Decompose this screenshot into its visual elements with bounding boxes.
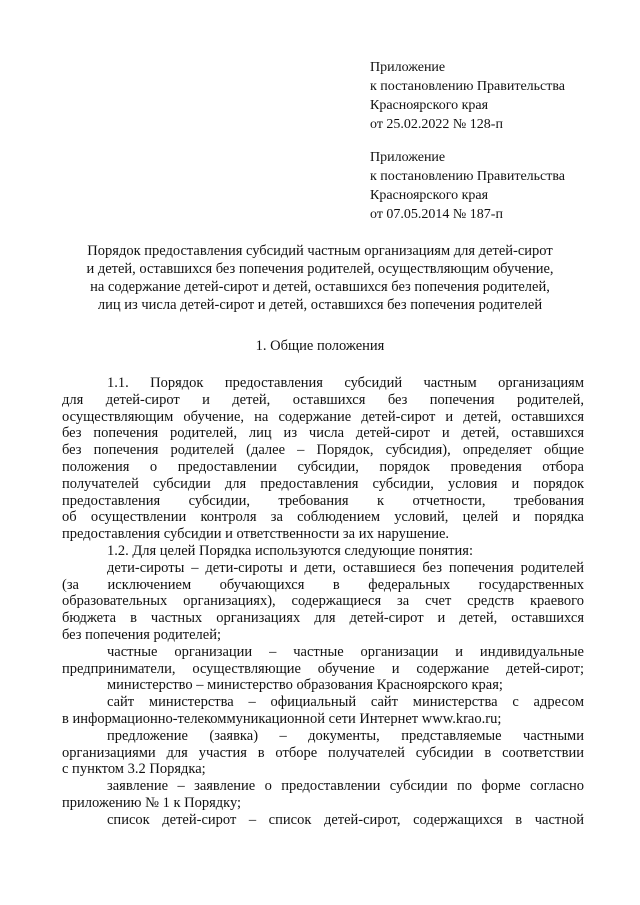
body-line: положения о предоставлении субсидии, порядок проведения отбора	[62, 458, 584, 475]
body-line: заявление – заявление о предоставлении субсидии по форме согласно	[107, 778, 584, 795]
body-line: предоставления субсидии и ответственности за их нарушение.	[62, 526, 450, 543]
body-line: министерство – министерство образования Красноярского края;	[107, 677, 503, 694]
body-line: частные организации – частные организации и индивидуальные	[107, 643, 584, 660]
title-line: Порядок предоставления субсидий частным организациям для детей-сирот	[87, 243, 553, 259]
body-line: список детей-сирот – список детей-сирот, содержащихся в частной	[107, 811, 584, 828]
body-line: сайт министерства – официальный сайт министерства с адресом	[107, 694, 584, 711]
section-heading: 1. Общие положения	[255, 338, 385, 354]
body-line: (за исключением обучающихся в федеральных государственных	[62, 576, 584, 593]
annex-resolution-ref: к постановлению Правительства	[370, 79, 566, 94]
document-title	[60, 242, 580, 314]
title-line: лиц из числа детей-сирот и детей, оставшихся без попечения родителей	[97, 297, 543, 313]
body-line: с пунктом 3.2 Порядка;	[62, 761, 206, 778]
body-line: осуществляющим обучение, на содержание детей-сирот и детей, оставшихся	[62, 408, 584, 425]
annex-heading: Приложение	[370, 60, 446, 75]
annex-block-2022	[370, 58, 620, 134]
body-line: бюджета в частных организациях для детей-сирот и детей, оставшихся	[62, 610, 584, 627]
title-line: и детей, оставшихся без попечения родителей, осуществляющим обучение,	[86, 261, 554, 277]
annex-resolution-ref: к постановлению Правительства	[370, 169, 566, 184]
body-line: предложение (заявка) – документы, представляемые частными	[107, 727, 584, 744]
body-line: организациями для участия в отборе получателей субсидии в соответствии	[62, 744, 584, 761]
body-line: без попечения родителей, лиц из числа детей-сирот и детей, оставшихся	[62, 425, 584, 442]
body-line: предоставления субсидии, требования к отчетности, требования	[62, 492, 584, 509]
body-line: без попечения родителей;	[62, 626, 221, 643]
annex-block-2014	[370, 148, 620, 224]
body-line: предприниматели, осуществляющие обучение и содержание детей-сирот;	[62, 660, 584, 677]
body-text	[62, 375, 584, 829]
body-line: дети-сироты – дети-сироты и дети, оставшиеся без попечения родителей	[107, 559, 584, 576]
body-line: 1.2. Для целей Порядка используются следующие понятия:	[107, 542, 473, 559]
body-line: в информационно-телекоммуникационной сети Интернет www.krao.ru;	[62, 710, 502, 727]
annex-region: Красноярского края	[370, 188, 489, 203]
body-line: получателей субсидии для предоставления субсидии, условия и порядок	[62, 475, 584, 492]
annex-region: Красноярского края	[370, 98, 489, 113]
body-line: для детей-сирот и детей, оставшихся без попечения родителей,	[62, 391, 584, 408]
body-line: об осуществлении контроля за соблюдением условий, целей и порядка	[62, 509, 584, 526]
body-line: без попечения родителей (далее – Порядок, субсидия), определяет общие	[62, 442, 584, 459]
body-line: приложению № 1 к Порядку;	[62, 794, 242, 811]
annex-heading: Приложение	[370, 150, 446, 165]
title-line: на содержание детей-сирот и детей, оставшихся без попечения родителей,	[90, 279, 550, 295]
annex-date-number: от 07.05.2014 № 187-п	[370, 207, 503, 222]
annex-date-number: от 25.02.2022 № 128-п	[370, 117, 503, 132]
body-line: образовательных организациях), содержащиеся за счет средств краевого	[62, 593, 584, 610]
body-line: 1.1. Порядок предоставления субсидий частным организациям	[107, 375, 584, 391]
